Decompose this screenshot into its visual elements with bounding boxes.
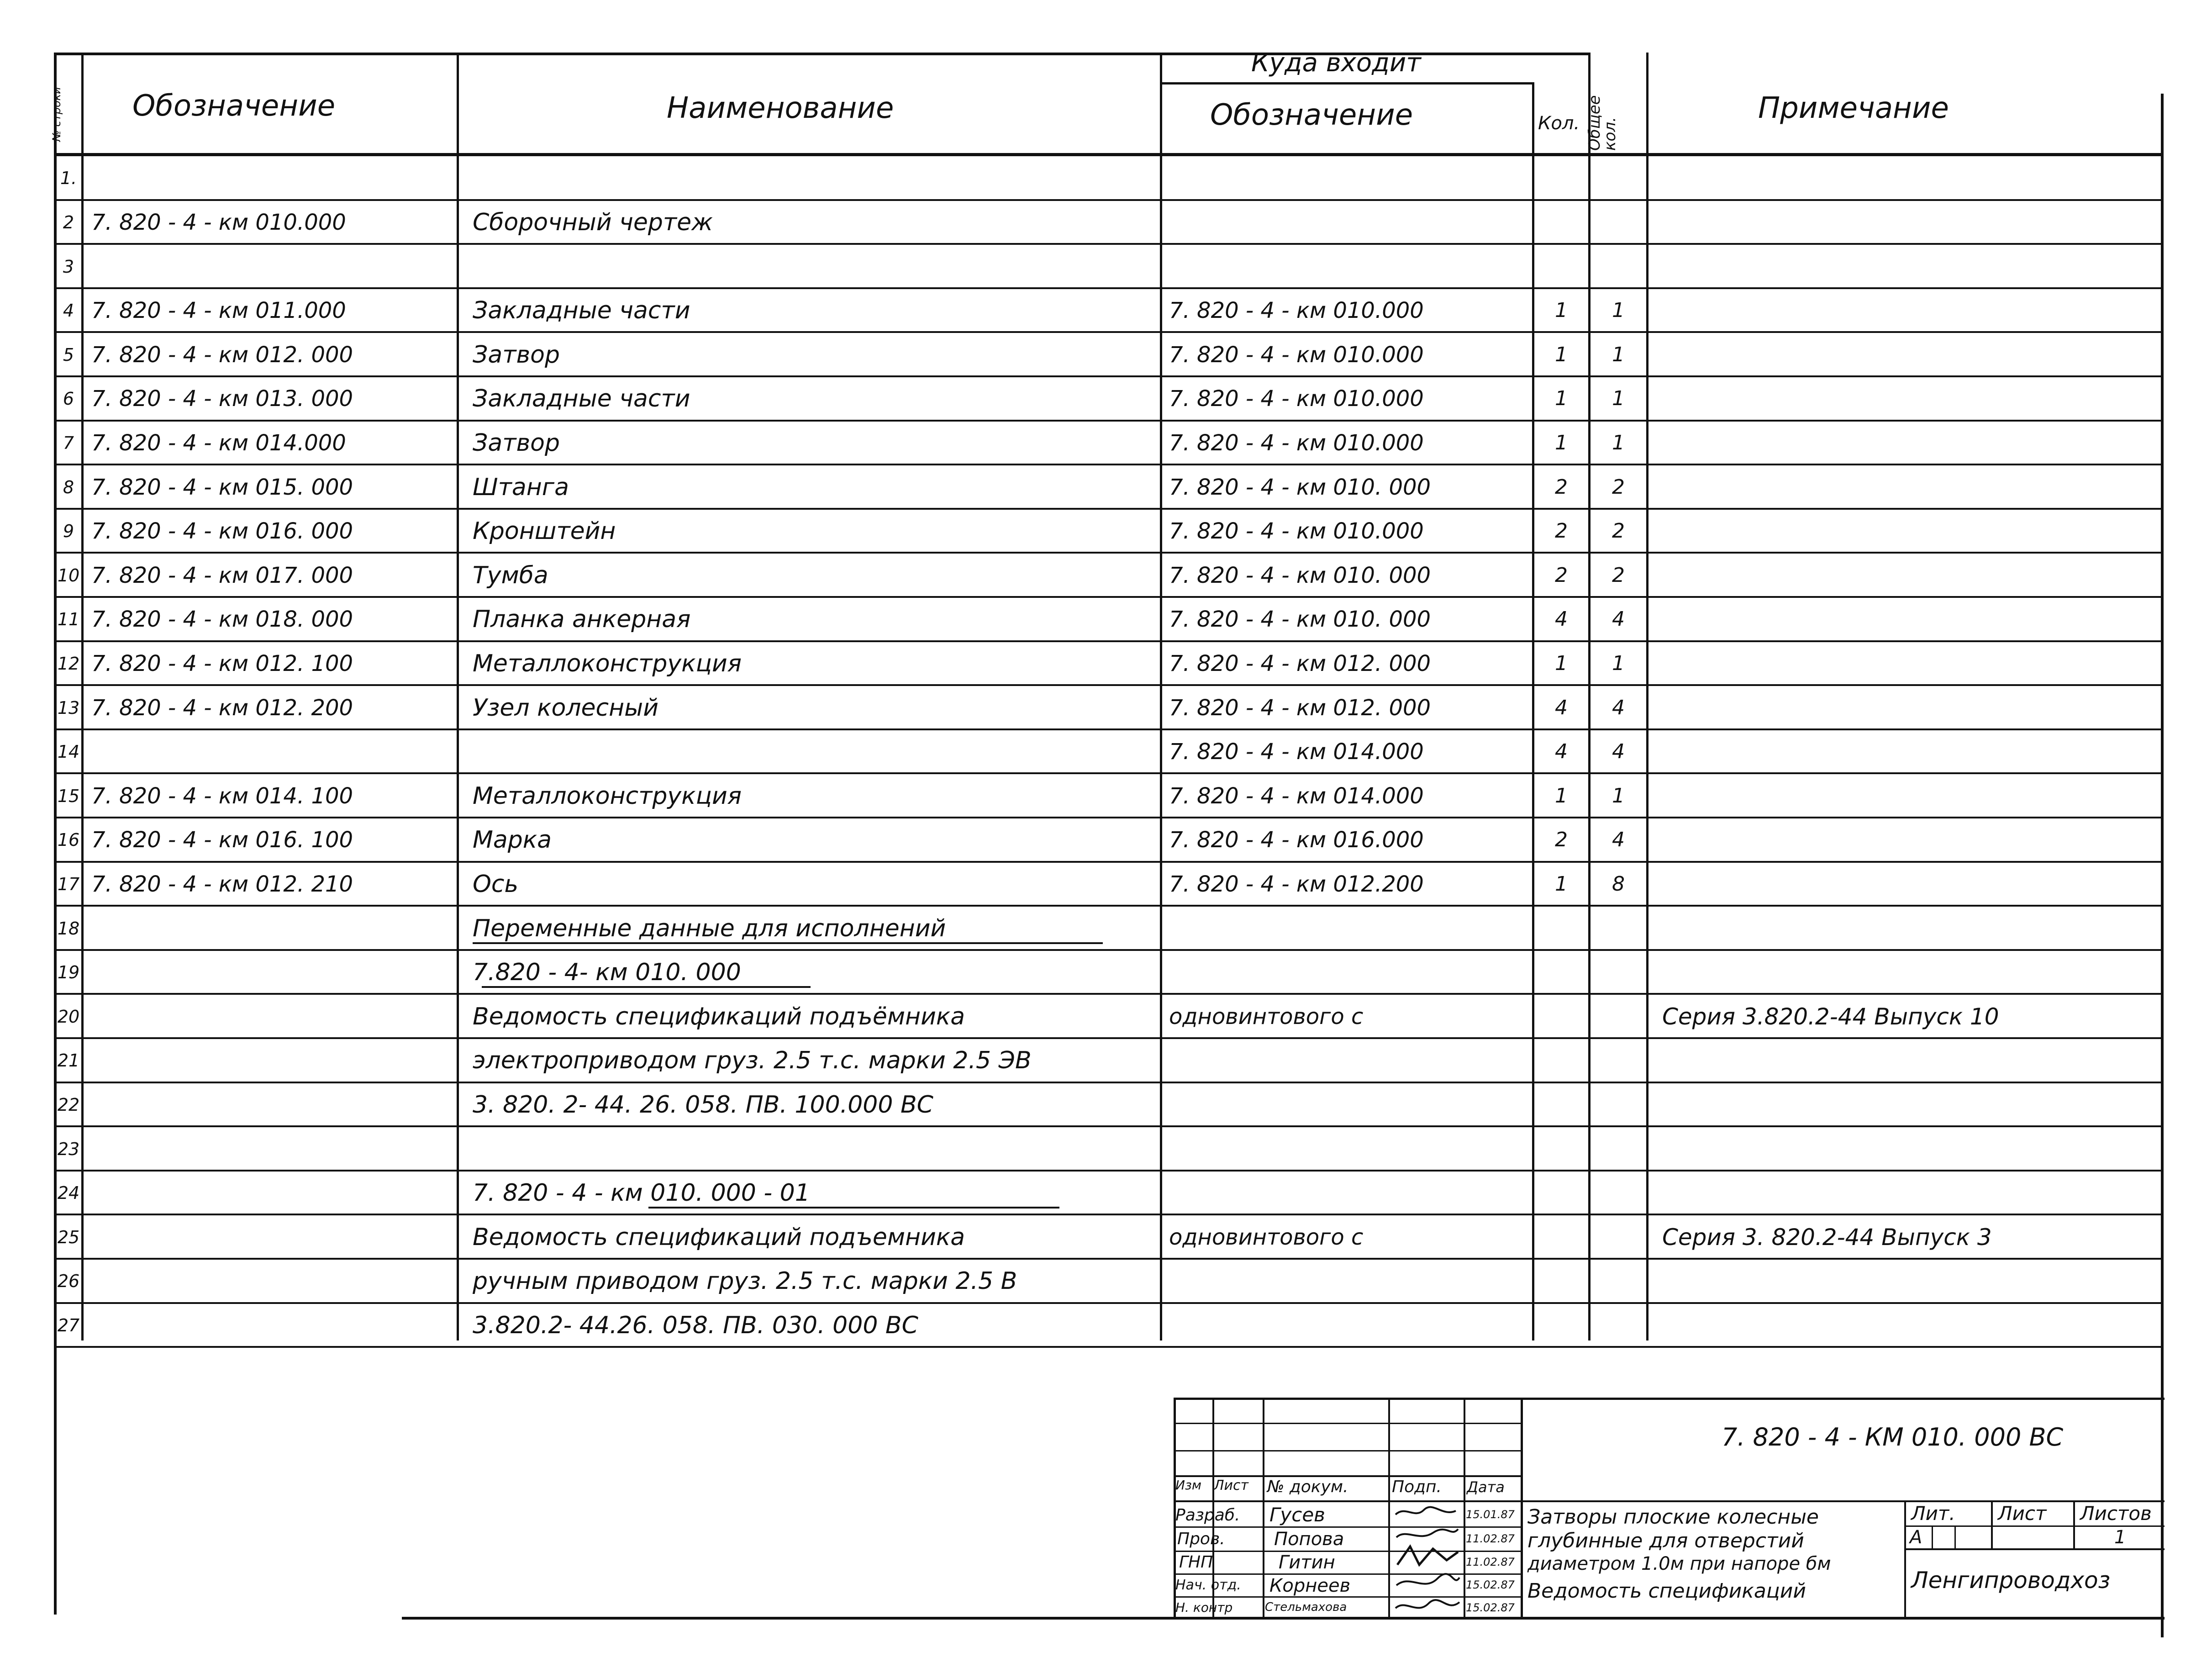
row-27-n: 27 <box>57 1315 80 1335</box>
tb-v2 <box>1263 1398 1264 1619</box>
row-15-qty: 1 <box>1555 784 1568 807</box>
tb-h6 <box>1174 1551 1521 1552</box>
row-divider <box>54 949 2164 951</box>
row-16-qty: 2 <box>1555 828 1568 852</box>
row-13-name: Узел колесный <box>473 694 658 722</box>
row-11-qty: 4 <box>1555 607 1568 631</box>
row-11-total: 4 <box>1612 607 1625 631</box>
row-divider <box>54 199 2164 201</box>
row-divider <box>54 1214 2164 1215</box>
tb-top <box>1174 1398 2165 1400</box>
row-5-total: 1 <box>1612 343 1625 366</box>
row-7-total: 1 <box>1612 431 1625 454</box>
row-27-name: 3.820.2- 44.26. 058. ПВ. 030. 000 ВС <box>473 1311 918 1339</box>
tb-h2 <box>1174 1450 1521 1451</box>
tb-date-1: 11.02.87 <box>1466 1532 1515 1545</box>
row-26-n: 26 <box>57 1271 80 1292</box>
row-divider <box>54 243 2164 245</box>
row-17-total: 8 <box>1612 872 1625 896</box>
tb-v7 <box>1932 1525 1933 1548</box>
tb-sheets-value: 1 <box>2114 1527 2126 1548</box>
row-9-total: 2 <box>1612 519 1625 543</box>
row-divider <box>54 375 2164 377</box>
row-divider <box>54 1037 2164 1039</box>
row-16-des: 7. 820 - 4 - км 016. 100 <box>91 827 353 853</box>
tb-title-line-3: диаметром 1.0м при напоре бм <box>1527 1553 1831 1574</box>
header-mid <box>1160 82 1534 84</box>
row-11-where: 7. 820 - 4 - км 010. 000 <box>1169 607 1431 633</box>
row-2-des: 7. 820 - 4 - км 010.000 <box>91 209 346 235</box>
row-23-n: 23 <box>57 1139 80 1159</box>
row-16-where: 7. 820 - 4 - км 016.000 <box>1169 827 1424 853</box>
row-7-where: 7. 820 - 4 - км 010.000 <box>1169 430 1424 456</box>
row-12-des: 7. 820 - 4 - км 012. 100 <box>91 650 353 676</box>
row-12-n: 12 <box>57 653 80 674</box>
row-divider <box>54 1258 2164 1260</box>
header-where-used: Куда входит <box>1251 48 1421 78</box>
row-20-where: одновинтового с <box>1169 1003 1364 1029</box>
tb-label-sign: Подп. <box>1392 1478 1442 1496</box>
tb-role-3: Нач. отд. <box>1175 1577 1241 1593</box>
row-6-total: 1 <box>1612 387 1625 411</box>
header-where-designation: Обозначение <box>1210 98 1413 132</box>
row-6-n: 6 <box>63 389 74 409</box>
row-7-des: 7. 820 - 4 - км 014.000 <box>91 430 346 456</box>
row-11-name: Планка анкерная <box>473 606 691 633</box>
row-7-name: Затвор <box>473 429 560 457</box>
header-row-number: № строки <box>50 87 63 142</box>
row-13-des: 7. 820 - 4 - км 012. 200 <box>91 695 353 721</box>
tb-name-1: Попова <box>1274 1529 1344 1550</box>
col-designation <box>457 53 459 1341</box>
row-8-total: 2 <box>1612 475 1625 499</box>
row-20-name: Ведомость спецификаций подъёмника <box>473 1003 965 1030</box>
row-divider <box>54 772 2164 774</box>
tb-h8 <box>1174 1596 1521 1598</box>
row-5-n: 5 <box>63 344 74 365</box>
row-8-n: 8 <box>63 477 74 497</box>
row-divider <box>54 596 2164 598</box>
row-4-name: Закладные части <box>473 297 690 325</box>
tb-name-2: Гитин <box>1279 1552 1335 1573</box>
row-6-des: 7. 820 - 4 - км 013. 000 <box>91 386 353 412</box>
tb-v9 <box>1991 1500 1993 1548</box>
tb-h7 <box>1174 1573 1521 1575</box>
row-10-des: 7. 820 - 4 - км 017. 000 <box>91 562 353 588</box>
row-24-name: 7. 820 - 4 - км 010. 000 - 01 <box>473 1179 810 1207</box>
row-divider <box>54 817 2164 818</box>
row-divider <box>54 464 2164 465</box>
row-16-total: 4 <box>1612 828 1625 852</box>
tb-role-4: Н. контр <box>1175 1600 1233 1615</box>
tb-label-sheets: Листов <box>2080 1502 2152 1525</box>
row-5-qty: 1 <box>1555 343 1568 366</box>
row-15-total: 1 <box>1612 784 1625 807</box>
row-13-n: 13 <box>57 697 80 718</box>
row-11-n: 11 <box>57 609 80 630</box>
tb-lit-value: А <box>1910 1527 1922 1548</box>
row-13-qty: 4 <box>1555 696 1568 719</box>
tb-name-4: Стельмахова <box>1265 1600 1347 1614</box>
tb-label-date: Дата <box>1467 1478 1505 1496</box>
tb-date-0: 15.01.87 <box>1466 1508 1515 1521</box>
row-20-note: Серия 3.820.2-44 Выпуск 10 <box>1662 1003 1999 1030</box>
row-17-des: 7. 820 - 4 - км 012. 210 <box>91 871 353 897</box>
tb-doc-code: 7. 820 - 4 - КМ 010. 000 ВС <box>1722 1423 2064 1451</box>
header-qty: Кол. <box>1538 113 1580 134</box>
tb-name-0: Гусев <box>1269 1504 1325 1526</box>
row-9-name: Кронштейн <box>473 517 616 545</box>
tb-name-3: Корнеев <box>1269 1575 1351 1596</box>
row-2-name: Сборочный чертеж <box>473 208 713 236</box>
heading-underline <box>648 1207 1059 1209</box>
row-divider <box>54 287 2164 289</box>
row-10-total: 2 <box>1612 563 1625 587</box>
row-12-total: 1 <box>1612 651 1625 675</box>
row-9-qty: 2 <box>1555 519 1568 543</box>
row-25-name: Ведомость спецификаций подъемника <box>473 1223 965 1251</box>
tb-organization: Ленгипроводхоз <box>1911 1567 2111 1594</box>
row-25-n: 25 <box>57 1227 80 1247</box>
row-divider <box>54 1302 2164 1304</box>
tb-v5 <box>1521 1398 1523 1619</box>
row-9-where: 7. 820 - 4 - км 010.000 <box>1169 518 1424 544</box>
row-divider <box>54 905 2164 907</box>
row-5-name: Затвор <box>473 341 560 369</box>
row-5-where: 7. 820 - 4 - км 010.000 <box>1169 342 1424 368</box>
col-qty <box>1588 53 1591 1341</box>
row-7-n: 7 <box>63 433 74 453</box>
row-22-name: 3. 820. 2- 44. 26. 058. ПВ. 100.000 ВС <box>473 1091 933 1119</box>
row-15-name: Металлоконструкция <box>473 782 742 810</box>
row-6-qty: 1 <box>1555 387 1568 411</box>
row-7-qty: 1 <box>1555 431 1568 454</box>
title-block <box>1174 1398 2165 1619</box>
col-total <box>1646 53 1648 1341</box>
row-divider <box>54 1082 2164 1083</box>
header-bottom <box>54 153 2164 156</box>
row-15-des: 7. 820 - 4 - км 014. 100 <box>91 783 353 809</box>
tb-label-izm: Изм <box>1175 1478 1201 1493</box>
tb-v10 <box>2073 1500 2075 1548</box>
row-26-name: ручным приводом груз. 2.5 т.с. марки 2.5 В <box>473 1267 1017 1295</box>
row-17-name: Ось <box>473 870 519 898</box>
row-divider <box>54 420 2164 422</box>
row-9-n: 9 <box>63 521 74 542</box>
row-18-name: Переменные данные для исполнений <box>473 914 946 942</box>
tb-h3 <box>1174 1475 1521 1477</box>
row-4-des: 7. 820 - 4 - км 011.000 <box>91 298 346 324</box>
row-8-des: 7. 820 - 4 - км 015. 000 <box>91 474 353 500</box>
row-divider <box>54 684 2164 686</box>
tb-date-2: 11.02.87 <box>1466 1556 1515 1568</box>
row-19-n: 19 <box>57 962 80 983</box>
row-22-n: 22 <box>57 1094 80 1115</box>
signature-marks <box>1392 1501 1463 1619</box>
tb-role-0: Разраб. <box>1175 1506 1240 1525</box>
tb-title-line-1: Затворы плоские колесные <box>1527 1505 1819 1529</box>
tb-label-doc: № докум. <box>1267 1478 1348 1496</box>
row-6-where: 7. 820 - 4 - км 010.000 <box>1169 386 1424 412</box>
tb-role-1: Пров. <box>1177 1530 1225 1548</box>
tb-v4 <box>1464 1398 1465 1619</box>
row-15-n: 15 <box>57 786 80 806</box>
row-divider <box>54 861 2164 863</box>
row-24-n: 24 <box>57 1183 80 1203</box>
tb-label-list: Лист <box>1214 1478 1249 1494</box>
heading-underline <box>473 942 1103 944</box>
row-8-where: 7. 820 - 4 - км 010. 000 <box>1169 474 1431 500</box>
tb-label-lit: Лит. <box>1911 1502 1955 1525</box>
row-14-n: 14 <box>57 742 80 762</box>
tb-h5 <box>1174 1526 1521 1528</box>
row-15-where: 7. 820 - 4 - км 014.000 <box>1169 783 1424 809</box>
header-name: Наименование <box>667 91 894 125</box>
row-11-des: 7. 820 - 4 - км 018. 000 <box>91 607 353 633</box>
row-9-des: 7. 820 - 4 - км 016. 000 <box>91 518 353 544</box>
row-4-n: 4 <box>63 301 74 321</box>
row-12-name: Металлоконструкция <box>473 649 742 677</box>
tb-h10 <box>1904 1548 2165 1550</box>
row-21-n: 21 <box>57 1050 80 1071</box>
row-13-where: 7. 820 - 4 - км 012. 000 <box>1169 695 1431 721</box>
tb-label-sheet: Лист <box>1998 1502 2047 1525</box>
tb-v6 <box>1904 1500 1906 1619</box>
row-10-name: Тумба <box>473 561 548 589</box>
tb-v8 <box>1954 1525 1956 1548</box>
header-note: Примечание <box>1758 91 1949 125</box>
row-17-where: 7. 820 - 4 - км 012.200 <box>1169 871 1424 897</box>
row-3-n: 3 <box>63 256 74 277</box>
tb-title-line-2: глубинные для отверстий <box>1527 1529 1804 1552</box>
row-10-qty: 2 <box>1555 563 1568 587</box>
row-21-name: электроприводом груз. 2.5 т.с. марки 2.5 ЭВ <box>473 1047 1032 1075</box>
row-14-total: 4 <box>1612 740 1625 764</box>
row-8-qty: 2 <box>1555 475 1568 499</box>
row-divider <box>54 640 2164 642</box>
row-14-where: 7. 820 - 4 - км 014.000 <box>1169 739 1424 765</box>
row-2-n: 2 <box>63 212 74 232</box>
row-4-qty: 1 <box>1555 299 1568 322</box>
row-4-total: 1 <box>1612 299 1625 322</box>
row-25-note: Серия 3. 820.2-44 Выпуск 3 <box>1662 1224 1992 1251</box>
row-18-n: 18 <box>57 918 80 939</box>
row-1-n: 1. <box>60 168 77 189</box>
tb-date-4: 15.02.87 <box>1466 1601 1515 1614</box>
heading-underline <box>482 986 811 988</box>
header-total-qty: Общее кол. <box>1585 95 1619 151</box>
row-20-n: 20 <box>57 1006 80 1027</box>
row-12-qty: 1 <box>1555 651 1568 675</box>
row-divider <box>54 508 2164 510</box>
row-divider <box>54 1346 2164 1348</box>
row-divider <box>54 1170 2164 1172</box>
row-16-name: Марка <box>473 826 552 854</box>
row-divider <box>54 552 2164 554</box>
row-divider <box>54 1125 2164 1127</box>
tb-date-3: 15.02.87 <box>1466 1578 1515 1591</box>
tb-v3 <box>1388 1398 1390 1619</box>
row-10-n: 10 <box>57 565 80 586</box>
tb-h1 <box>1174 1423 1521 1424</box>
row-14-qty: 4 <box>1555 740 1568 764</box>
row-12-where: 7. 820 - 4 - км 012. 000 <box>1169 650 1431 676</box>
row-6-name: Закладные части <box>473 385 690 413</box>
row-8-name: Штанга <box>473 473 569 501</box>
header-designation: Обозначение <box>132 89 336 123</box>
row-19-name: 7.820 - 4- км 010. 000 <box>473 959 741 987</box>
row-4-where: 7. 820 - 4 - км 010.000 <box>1169 298 1424 324</box>
row-16-n: 16 <box>57 830 80 850</box>
row-5-des: 7. 820 - 4 - км 012. 000 <box>91 342 353 368</box>
tb-role-2: ГНП <box>1179 1553 1213 1572</box>
row-10-where: 7. 820 - 4 - км 010. 000 <box>1169 562 1431 588</box>
row-divider <box>54 331 2164 333</box>
row-17-qty: 1 <box>1555 872 1568 896</box>
row-25-where: одновинтового с <box>1169 1224 1364 1250</box>
tb-title-line-4: Ведомость спецификаций <box>1527 1579 1806 1603</box>
row-divider <box>54 728 2164 730</box>
row-17-n: 17 <box>57 874 80 894</box>
row-divider <box>54 993 2164 995</box>
col-name <box>1160 53 1162 1341</box>
row-13-total: 4 <box>1612 696 1625 719</box>
